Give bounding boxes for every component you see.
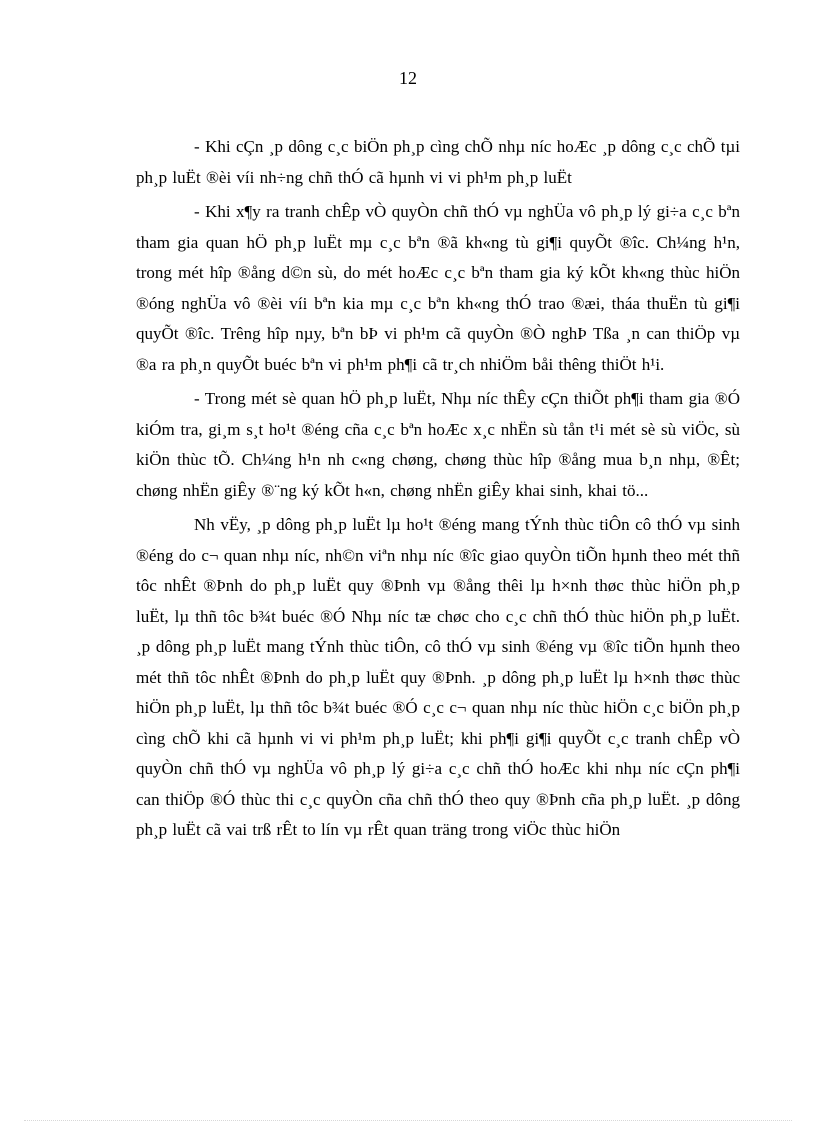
paragraph: Nh vËy, ¸p dông ph¸p luËt lµ ho¹t ®éng mang tÝnh thùc tiÔn cô thÓ vµ sinh ®éng do c¬ quan nhµ níc, nh©n viªn nhµ níc ®îc giao quyÒn tiÕn hµnh theo mét thñ tôc nhÊt ®Þnh do ph¸p luËt quy ®Þnh vµ ®ång thêi lµ h×nh thøc thùc hiÖn ph¸p luËt, lµ thñ tôc b¾t buéc ®Ó Nhµ níc tæ chøc cho c¸c chñ thÓ thùc hiÖn ph¸p luËt. ¸p dông ph¸p luËt mang tÝnh thùc tiÔn, cô thÓ vµ sinh ®éng vµ ®îc tiÕn hµnh theo mét thñ tôc nhÊt ®Þnh do ph¸p luËt quy ®Þnh. ¸p dông ph¸p luËt lµ h×nh thøc thùc hiÖn ph¸p luËt, lµ thñ tôc b¾t buéc ®Ó c¸c c¬ quan nhµ níc thùc hiÖn c¸c biÖn ph¸p cìng chÕ khi cã hµnh vi vi ph¹m ph¸p luËt; khi ph¶i gi¶i quyÕt c¸c tranh chÊp vÒ quyÒn chñ thÓ vµ nghÜa vô ph¸p lý gi÷a c¸c chñ thÓ hoÆc khi nhµ níc cÇn ph¶i can thiÖp ®Ó thùc thi c¸c quyÒn cña chñ thÓ theo quy ®Þnh cña ph¸p luËt. ¸p dông ph¸p luËt cã vai trß rÊt to lín vµ rÊt quan träng trong viÖc thùc hiÖn [136, 515, 740, 839]
paragraph: - Khi x¶y ra tranh chÊp vÒ quyÒn chñ thÓ vµ nghÜa vô ph¸p lý gi÷a c¸c bªn tham gia quan hÖ ph¸p luËt mµ c¸c bªn ®ã kh«ng tù gi¶i quyÕt ®îc. Ch¼ng h¹n, trong mét hîp ®ång d©n sù, do mét hoÆc c¸c bªn tham gia ký kÕt kh«ng thùc hiÖn ®óng nghÜa vô ®èi víi bªn kia mµ c¸c bªn kh«ng thÓ trao ®æi, tháa thuËn tù gi¶i quyÕt ®îc. Trêng hîp nµy, bªn bÞ vi ph¹m cã quyÒn ®Ò nghÞ Tßa ¸n can thiÖp vµ ®a ra ph¸n quyÕt buéc bªn vi ph¹m ph¶i cã tr¸ch nhiÖm båi thêng thiÖt h¹i. [136, 202, 740, 374]
paragraph: - Trong mét sè quan hÖ ph¸p luËt, Nhµ níc thÊy cÇn thiÕt ph¶i tham gia ®Ó kiÓm tra, gi¸m s¸t ho¹t ®éng cña c¸c bªn hoÆc x¸c nhËn sù tån t¹i mét sè sù viÖc, sù kiÖn thùc tÕ. Ch¼ng h¹n nh c«ng chøng, chøng thùc hîp ®ång mua b¸n nhµ, ®Êt; chøng nhËn giÊy ®¨ng ký kÕt h«n, chøng nhËn giÊy khai sinh, khai tö... [136, 389, 740, 500]
page-body [136, 132, 740, 850]
paragraph: - Khi cÇn ¸p dông c¸c biÖn ph¸p cìng chÕ nhµ níc hoÆc ¸p dông c¸c chÕ tµi ph¸p luËt ®èi víi nh÷ng chñ thÓ cã hµnh vi vi ph¹m ph¸p luËt [136, 137, 740, 187]
page-bottom-divider [24, 1120, 792, 1121]
page-number: 12 [399, 68, 417, 88]
